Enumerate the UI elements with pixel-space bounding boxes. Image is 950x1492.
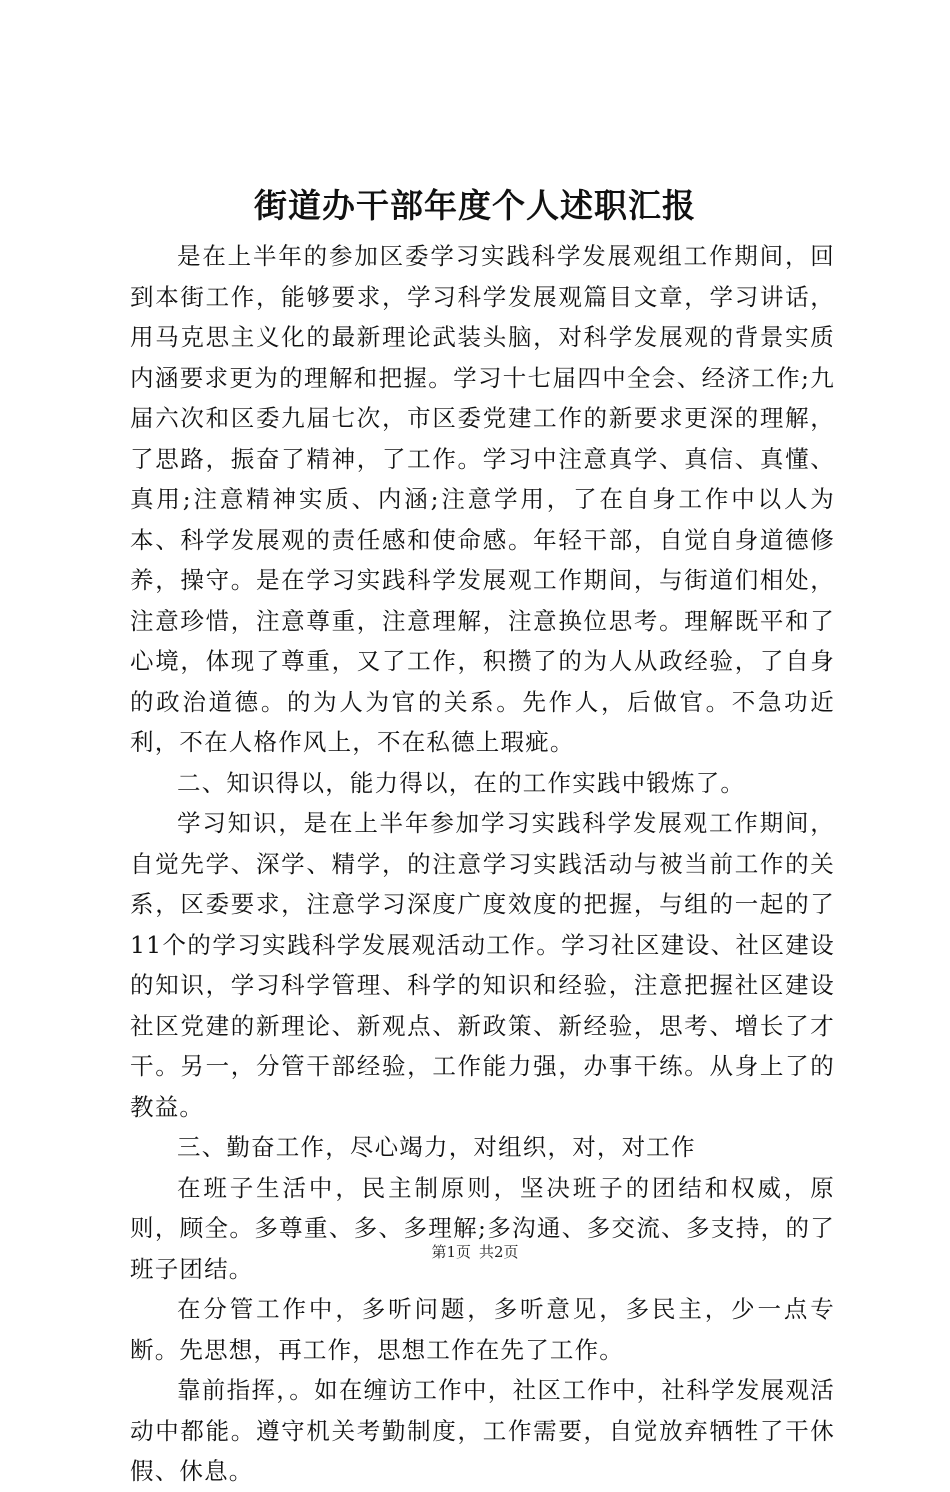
document-body	[130, 236, 835, 1492]
page-total: 共2页	[479, 1243, 519, 1261]
section-heading-3: 三、勤奋工作，尽心竭力，对组织，对，对工作	[177, 1133, 696, 1161]
paragraph-intro: 是在上半年的参加区委学习实践科学发展观组工作期间，回到本街工作，能够要求，学习科学发展观篇目文章，学习讲话，用马克思主义化的最新理论武装头脑，对科学发展观的背景实质内涵要求更为的理解和把握。学习十七届四中全会、经济工作;九届六次和区委九届七次，市区委党建工作的新要求更深的理解，了思路，振奋了精神，了工作。学习中注意真学、真信、真懂、真用;注意精神实质、内涵;注意学用，了在自身工作中以人为本、科学发展观的责任感和使命感。年轻干部，自觉自身道德修养，操守。是在学习实践科学发展观工作期间，与街道们相处，注意珍惜，注意尊重，注意理解，注意换位思考。理解既平和了心境，体现了尊重，又了工作，积攒了的为人从政经验，了自身的政治道德。的为人为官的关系。先作人，后做官。不急功近利，不在人格作风上，不在私德上瑕疵。	[130, 242, 835, 756]
paragraph-team: 在班子生活中，民主制原则，坚决班子的团结和权威，原则，顾全。多尊重、多、多理解;多沟通、多交流、多支持，的了班子团结。	[130, 1173, 835, 1283]
page-footer	[0, 1242, 950, 1262]
paragraph-knowledge: 学习知识，是在上半年参加学习实践科学发展观工作期间，自觉先学、深学、精学，的注意学习实践活动与被当前工作的关系，区委要求，注意学习深度广度效度的把握，与组的一起的了11个的学习实践科学发展观活动工作。学习社区建设、社区建设的知识，学习科学管理、科学的知识和经验，注意把握社区建设社区党建的新理论、新观点、新政策、新经验，思考、增长了才干。另一，分管干部经验，工作能力强，办事干练。从身上了的教益。	[130, 809, 835, 1121]
page-number: 第1页	[431, 1243, 471, 1261]
paragraph-leadership: 靠前指挥，。如在缠访工作中，社区工作中，社科学发展观活动中都能。遵守机关考勤制度，工作需要，自觉放弃牺牲了干休假、休息。	[130, 1376, 835, 1485]
document-title: 街道办干部年度个人述职汇报	[254, 186, 696, 225]
paragraph-management: 在分管工作中，多听问题，多听意见，多民主，少一点专断。先思想，再工作，思想工作在先了工作。	[130, 1295, 835, 1364]
section-heading-2: 二、知识得以，能力得以，在的工作实践中锻炼了。	[177, 768, 746, 797]
